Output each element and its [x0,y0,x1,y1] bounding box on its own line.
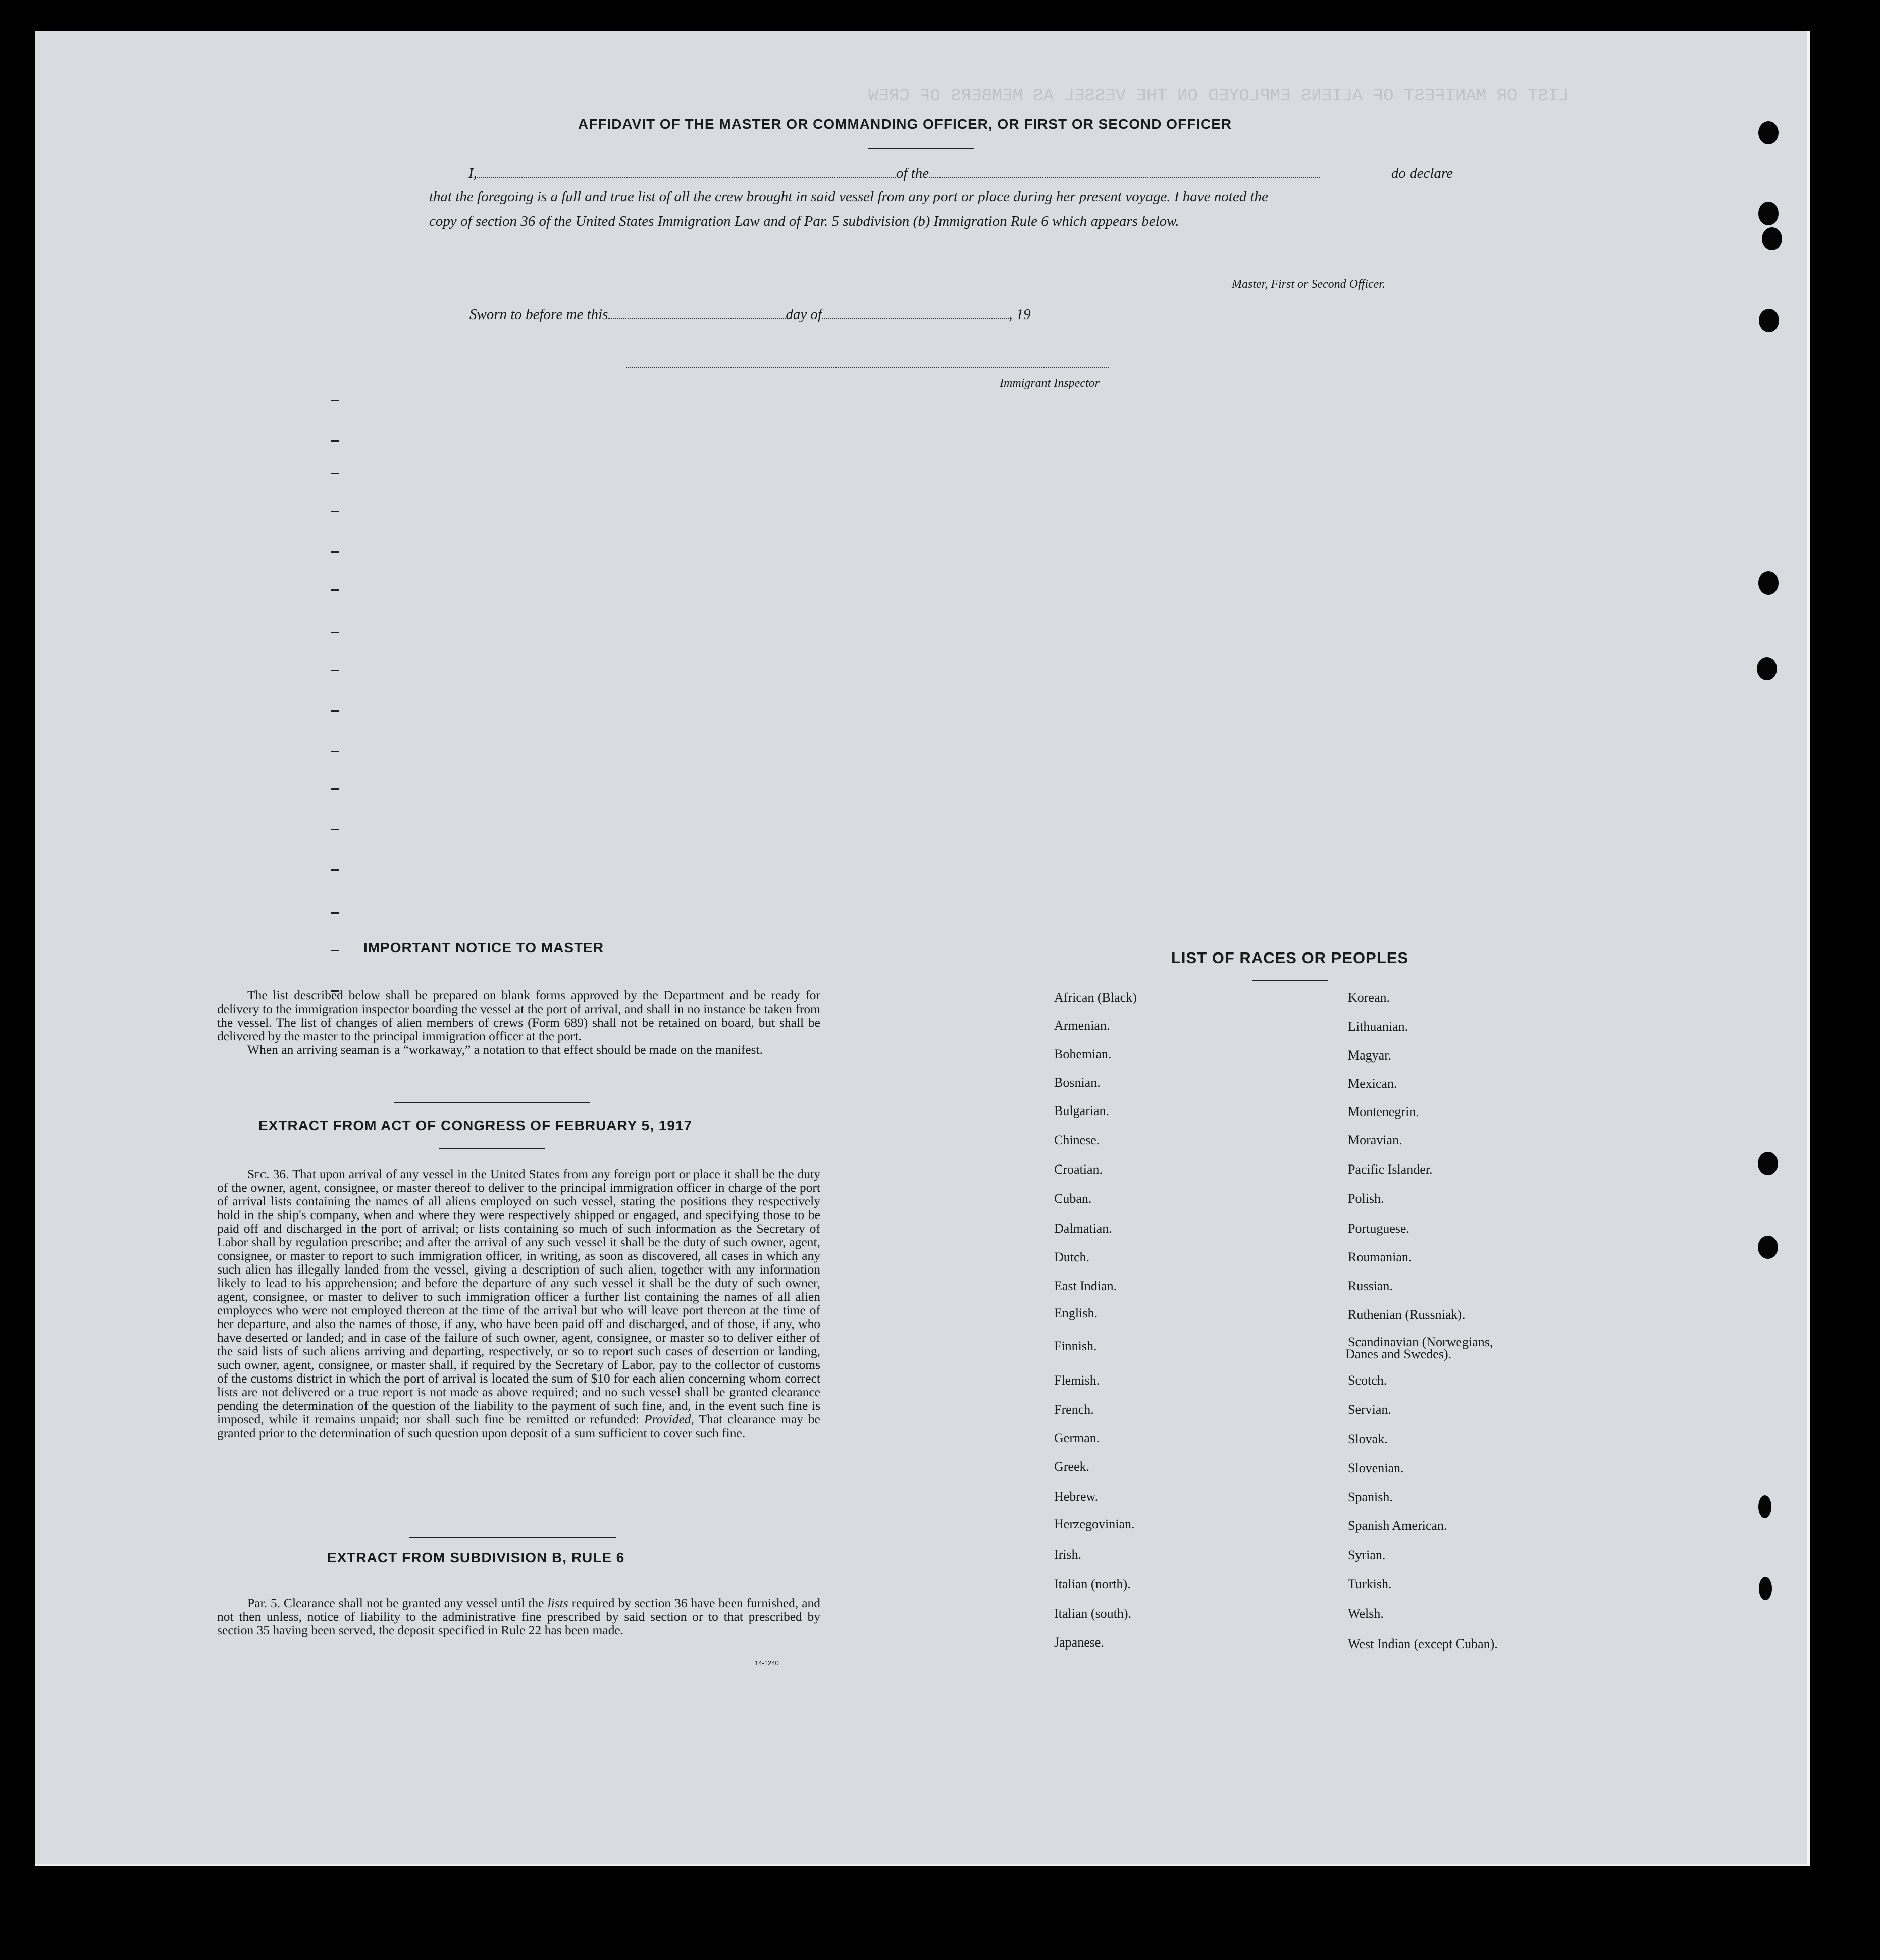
race-item: Chinese. [1054,1133,1100,1147]
punch-hole [1758,202,1779,225]
race-item: Bosnian. [1054,1075,1101,1090]
affidavit-declare-label: do declare [1391,165,1453,181]
race-item: Servian. [1348,1402,1391,1417]
rule-extract-paragraph [217,1596,820,1637]
race-item: French. [1054,1402,1094,1417]
margin-mark [331,589,339,591]
race-item: Irish. [1054,1547,1082,1562]
punch-hole [1759,309,1779,332]
race-item: East Indian. [1054,1279,1117,1293]
divider-rule [439,1148,545,1149]
race-item: West Indian (except Cuban). [1348,1636,1498,1651]
race-item: English. [1054,1306,1098,1320]
margin-mark [331,511,339,512]
race-item: Magyar. [1348,1048,1391,1063]
margin-mark [331,950,339,951]
race-item: Mexican. [1348,1076,1397,1091]
act-extract-title: EXTRACT FROM ACT OF CONGRESS OF FEBRUARY 5, 1917 [258,1118,693,1133]
punch-hole [1757,657,1777,680]
race-item: Turkish. [1348,1577,1392,1592]
race-item: Russian. [1348,1279,1393,1293]
sec-36-text: That upon arrival of any vessel in the United States from any foreign port or place it shall be the duty of the owner, agent, consignee, or master thereof to deliver to the principal immigration officer in charge of the port of arrival lists containing the names of all aliens employed on such vessel, stating the positions they respectively hold in the ship's company, when and where they were respectively shipped or engaged, and specifying those to be paid off and discharged in the port of arrival; or lists containing so much of such information as the Secretary of Labor shall by regulation prescribe; and after the arrival of any such vessel it shall be the duty of such owner, agent, consignee, or master to report to such immigration officer, in writing, as soon as discovered, all cases in which any such alien has illegally landed from the vessel, giving a description of such alien, together with any information likely to lead to his apprehension; and before the departure of any such vessel it shall be the duty of such owner, agent, consignee, or master to deliver to such immigration officer a further list containing the names of all alien employees who were not employed thereon at the time of the arrival but who will leave port thereon at the time of her departure, and also the names of those, if any, who have been paid off and discharged, and of those, if any, who have deserted or landed; and in case of the failure of such owner, agent, consignee, or master so to deliver either of the said lists of such aliens arriving and departing, respectively, or so to report such cases of desertion or landing, such owner, agent, consignee, or master shall, if required by the Secretary of Labor, pay to the collector of customs of the customs district in which the port of arrival is located the sum of $10 for each alien concerning whom correct lists are not delivered or a true report is not made as above required; and no such vessel shall be granted clearance pending the determination of the question of the liability to the payment of such fine, and, in the event such fine is imposed, while it remains unpaid; nor shall such fine be remitted or refunded: [217,1167,820,1426]
race-item: Slovenian. [1348,1461,1404,1475]
race-item: Welsh. [1348,1606,1384,1621]
form-number: 14-1240 [755,1659,779,1667]
race-item: Slovak. [1348,1432,1388,1446]
margin-mark [331,473,339,474]
race-item: Dutch. [1054,1250,1090,1264]
race-item: Hebrew. [1054,1489,1099,1504]
day-of-label: day of [786,306,822,323]
divider-rule [394,1102,590,1103]
race-item: Portuguese. [1348,1221,1410,1236]
margin-mark [331,869,339,871]
rule-text-a: Par. 5. Clearance shall not be granted any vessel until the [247,1596,544,1610]
document-page [35,31,1810,1866]
race-item: Spanish American. [1348,1518,1447,1533]
margin-mark [331,710,339,712]
race-item: Bulgarian. [1054,1103,1110,1118]
rule-extract-title: EXTRACT FROM SUBDIVISION B, RULE 6 [327,1550,625,1565]
affidavit-line-2: that the foregoing is a full and true list of all the crew brought in said vessel from any port or place during her present voyage. I have noted the [429,189,1268,205]
affidavit-title: AFFIDAVIT OF THE MASTER OR COMMANDING OFFICER, OR FIRST OR SECOND OFFICER [578,116,1232,132]
sec-36-text-end: That clearance may be granted prior to the determination of such question upon deposit of a sum sufficient to cover such fine. [217,1412,821,1440]
sworn-line [469,306,1031,323]
lists-word: lists [547,1596,568,1610]
provided-word: Provided, [644,1412,694,1426]
inspector-signature-line [626,367,1109,368]
notice-paragraph-2: When an arriving seaman is a “workaway,” a notation to that effect should be made on the manifest. [247,1042,763,1057]
race-item: Armenian. [1054,1018,1110,1033]
race-item: Bohemian. [1054,1047,1112,1062]
affidavit-line-3: copy of section 36 of the United States Immigration Law and of Par. 5 subdivision (b) Immigration Rule 6 which appears below. [429,213,1179,229]
margin-mark [331,551,339,553]
month-blank[interactable] [822,318,1009,319]
race-item: Finnish. [1054,1339,1097,1353]
vessel-blank[interactable] [929,177,1320,178]
inspector-caption: Immigrant Inspector [1000,377,1100,390]
race-item: African (Black) [1054,990,1137,1005]
race-item: German. [1054,1431,1100,1445]
bleed-through-text: LIST OR MANIFEST OF ALIENS EMPLOYED ON THE VESSEL AS MEMBERS OF CREW [868,87,1569,106]
notice-paragraph-1: The list described below shall be prepared on blank forms approved by the Department and be ready for delivery to the immigration inspector boarding the vessel at the port of arrival, and shall in no instance be taken from the vessel. The list of changes of alien members of crews (Form 689) shall not be retained on board, but shall be delivered by the master to the principal immigration officer at the port. [217,988,820,1043]
race-item: Scandinavian (Norwegians, [1348,1335,1493,1349]
race-item: Italian (south). [1054,1606,1132,1621]
race-item: Japanese. [1054,1635,1104,1650]
race-item: Spanish. [1348,1490,1393,1504]
race-scandinavian-cont: Danes and Swedes). [1345,1347,1452,1361]
signature-caption: Master, First or Second Officer. [1232,278,1385,291]
notice-title: IMPORTANT NOTICE TO MASTER [363,940,604,956]
affidavit-line-1 [468,165,1453,182]
race-item: Polish. [1348,1191,1384,1206]
year-label: , 19 [1009,306,1031,323]
margin-mark [331,400,339,401]
punch-hole [1762,227,1782,250]
race-item: Flemish. [1054,1373,1100,1388]
race-item: Roumanian. [1348,1250,1412,1264]
margin-mark [331,788,339,790]
punch-hole [1758,1152,1778,1175]
race-item: Pacific Islander. [1348,1162,1433,1177]
notice-text [217,988,820,1056]
race-item: Scotch. [1348,1373,1387,1388]
margin-mark [331,751,339,752]
margin-mark [331,670,339,671]
name-blank[interactable] [477,177,896,178]
punch-hole [1759,1577,1772,1600]
act-extract-paragraph [217,1167,820,1440]
divider-rule [1252,980,1328,981]
races-title: LIST OF RACES OR PEOPLES [1171,949,1409,967]
divider-rule [868,148,974,149]
margin-mark [331,912,339,914]
race-item: Ruthenian (Russniak). [1348,1307,1466,1322]
affidavit-i-label: I, [468,165,477,181]
punch-hole [1758,1236,1778,1259]
margin-mark [331,632,339,633]
margin-mark [331,440,339,442]
race-item: Syrian. [1348,1548,1386,1562]
race-item: Dalmatian. [1054,1221,1112,1236]
race-item: Cuban. [1054,1191,1092,1206]
affidavit-of-label: of the [896,165,929,181]
divider-rule [409,1537,616,1538]
rule-text-b: required by section 36 have been furnished, and not then unless, notice of liability to the administrative fine prescribed by said section or to that prescribed by section 35 having been served, the deposit specified in Rule 22 has been made. [217,1596,821,1637]
punch-hole [1758,1495,1771,1518]
race-item: Croatian. [1054,1162,1103,1177]
margin-mark [331,829,339,830]
punch-hole [1758,121,1779,144]
day-blank[interactable] [608,318,786,319]
race-item: Italian (north). [1054,1577,1131,1592]
race-item: Lithuanian. [1348,1019,1408,1034]
race-item: Herzegovinian. [1054,1517,1135,1531]
punch-hole [1758,571,1779,595]
sworn-label: Sworn to before me this [469,306,608,323]
race-item: Korean. [1348,990,1390,1005]
rule-extract-text [217,1596,820,1637]
act-extract-text [217,1167,820,1440]
race-item: Greek. [1054,1459,1090,1474]
sec-label: Sec. 36. [247,1167,289,1181]
race-item: Moravian. [1348,1133,1402,1147]
race-item: Montenegrin. [1348,1104,1419,1119]
